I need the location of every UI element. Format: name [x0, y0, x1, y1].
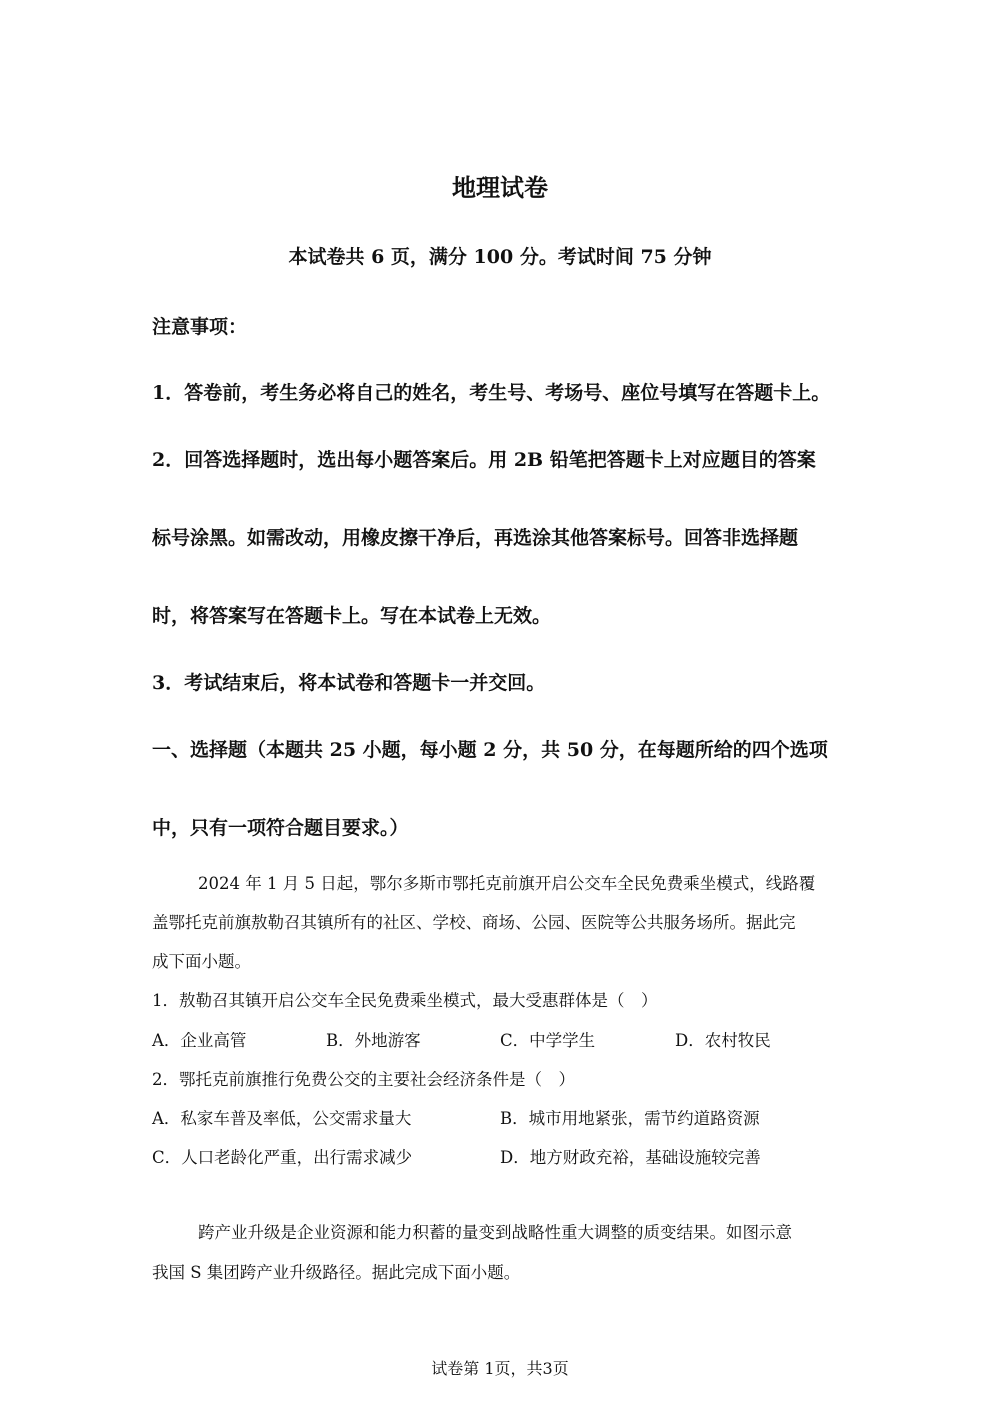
page-footer: 试卷第 1页，共3页 — [431, 1359, 569, 1378]
notice-item-2-line-3: 时，将答案写在答题卡上。写在本试卷上无效。 — [152, 605, 552, 627]
exam-info: 本试卷共 6 页，满分 100 分。考试时间 75 分钟 — [288, 246, 712, 268]
passage-2-line-2: 我国 S 集团跨产业升级路径。据此完成下面小题。 — [152, 1263, 521, 1282]
question-2-option-c: C．人口老龄化严重，出行需求减少 — [152, 1148, 413, 1167]
question-2-option-d: D．地方财政充裕，基础设施较完善 — [500, 1148, 761, 1167]
passage-1-line-2: 盖鄂托克前旗敖勒召其镇所有的社区、学校、商场、公园、医院等公共服务场所。据此完 — [152, 913, 796, 932]
question-2-option-a: A．私家车普及率低，公交需求量大 — [152, 1109, 412, 1128]
question-1-option-c: C．中学学生 — [500, 1031, 596, 1050]
section-heading-line-2: 中，只有一项符合题目要求。） — [152, 817, 409, 839]
question-1-option-b: B．外地游客 — [326, 1031, 421, 1050]
question-1-option-a: A．企业高管 — [152, 1031, 247, 1050]
passage-2-line-1: 跨产业升级是企业资源和能力积蓄的量变到战略性重大调整的质变结果。如图示意 — [198, 1223, 792, 1242]
question-1-option-d: D．农村牧民 — [675, 1031, 771, 1050]
question-1-stem: 1．敖勒召其镇开启公交车全民免费乘坐模式，最大受惠群体是（ ） — [152, 991, 658, 1010]
section-heading-line-1: 一、选择题（本题共 25 小题，每小题 2 分，共 50 分，在每题所给的四个选项 — [152, 739, 828, 761]
notice-heading: 注意事项： — [152, 316, 248, 338]
page-title: 地理试卷 — [452, 174, 548, 202]
question-2-stem: 2．鄂托克前旗推行免费公交的主要社会经济条件是（ ） — [152, 1070, 575, 1089]
passage-1-line-3: 成下面小题。 — [152, 952, 251, 971]
question-2-option-b: B．城市用地紧张，需节约道路资源 — [500, 1109, 760, 1128]
notice-item-2-line-1: 2．回答选择题时，选出每小题答案后。用 2B 铅笔把答题卡上对应题目的答案 — [152, 449, 816, 471]
notice-item-3: 3．考试结束后，将本试卷和答题卡一并交回。 — [152, 672, 546, 694]
passage-1-line-1: 2024 年 1 月 5 日起，鄂尔多斯市鄂托克前旗开启公交车全民免费乘坐模式，线路覆 — [198, 874, 816, 893]
notice-item-1: 1．答卷前，考生务必将自己的姓名，考生号、考场号、座位号填写在答题卡上。 — [152, 382, 831, 404]
notice-item-2-line-2: 标号涂黑。如需改动，用橡皮擦干净后，再选涂其他答案标号。回答非选择题 — [152, 527, 799, 549]
